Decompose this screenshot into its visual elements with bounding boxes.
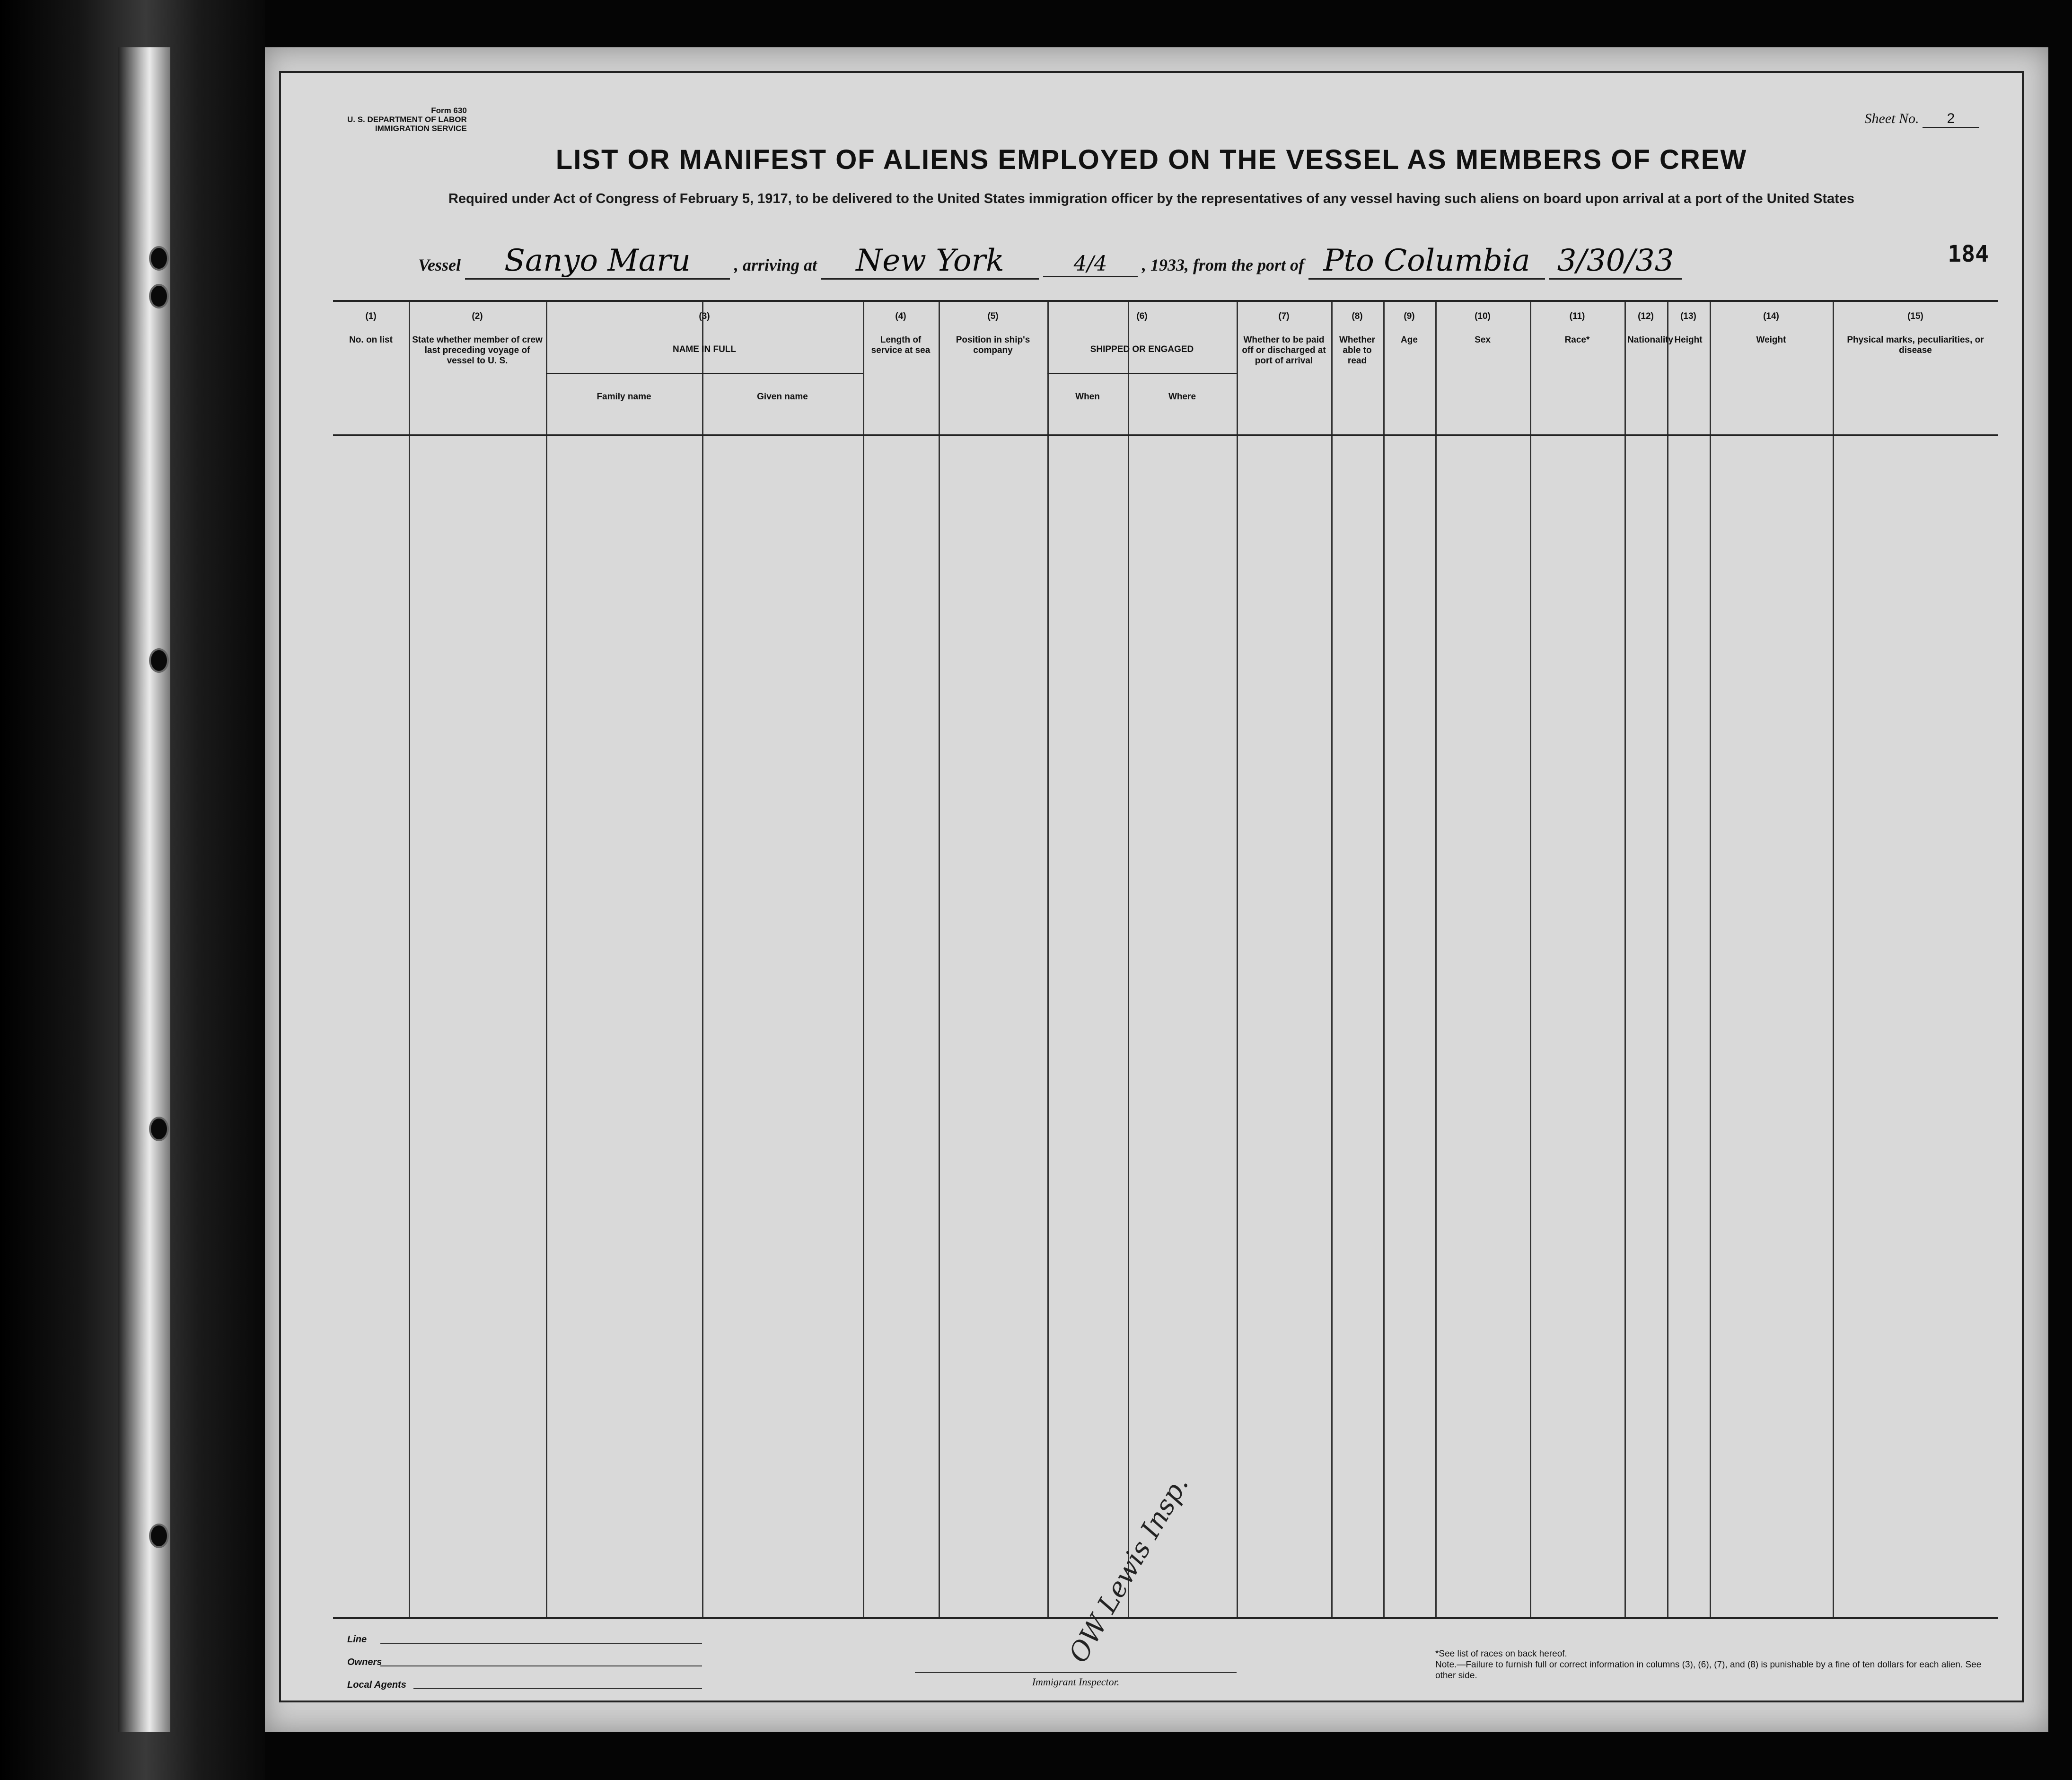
column-rule bbox=[1383, 302, 1385, 1617]
column-header: Sex bbox=[1475, 335, 1491, 345]
form-identifier bbox=[347, 106, 467, 133]
column-rule bbox=[1530, 302, 1531, 1617]
column-number: (10) bbox=[1475, 311, 1491, 321]
column-rule bbox=[863, 302, 864, 1617]
column-rule bbox=[546, 302, 547, 1617]
department-name: U. S. DEPARTMENT OF LABOR bbox=[347, 115, 467, 124]
stamp-number: 184 bbox=[1948, 241, 1989, 267]
column-rule bbox=[702, 302, 703, 1617]
column-number: (5) bbox=[987, 311, 999, 321]
manifest-frame bbox=[279, 71, 2024, 1702]
column-rule bbox=[1667, 302, 1668, 1617]
service-name: IMMIGRATION SERVICE bbox=[375, 124, 467, 133]
column-number: (11) bbox=[1569, 311, 1585, 321]
vessel-label: Vessel bbox=[418, 256, 461, 274]
crew-table bbox=[333, 300, 1998, 1619]
column-header: Nationality bbox=[1627, 335, 1674, 345]
column-rule bbox=[1710, 302, 1711, 1617]
column-header: Physical marks, peculiarities, or disease bbox=[1847, 335, 1984, 355]
arrival-port: New York bbox=[821, 243, 1039, 280]
inspector-line: Immigrant Inspector. bbox=[915, 1672, 1237, 1688]
column-number: (15) bbox=[1907, 311, 1923, 321]
column-rule bbox=[1128, 302, 1129, 1617]
agents-label: Local Agents bbox=[347, 1680, 406, 1690]
column-number: (7) bbox=[1278, 311, 1290, 321]
header-rule bbox=[333, 434, 1998, 436]
column-number: (12) bbox=[1638, 311, 1654, 321]
binder-hole bbox=[149, 1524, 169, 1548]
column-rule bbox=[1435, 302, 1437, 1617]
column-rule bbox=[1624, 302, 1626, 1617]
arrival-date: 4/4 bbox=[1043, 252, 1138, 277]
line-label: Line bbox=[347, 1634, 367, 1645]
page-subtitle: Required under Act of Congress of February 5, 1917, to be delivered to the United States immigration officer by the representatives of any vessel having such aliens on board upon arrival at a port of the United States bbox=[448, 191, 1855, 206]
binder-hole bbox=[149, 648, 169, 673]
manifest-sheet bbox=[265, 47, 2048, 1732]
vessel-line bbox=[418, 243, 1979, 280]
column-header: Race* bbox=[1564, 335, 1590, 345]
column-header: No. on list bbox=[349, 335, 393, 345]
column-number: (4) bbox=[895, 311, 906, 321]
sheet-number bbox=[1865, 111, 1979, 128]
column-rule bbox=[939, 302, 940, 1617]
column-rule bbox=[1047, 302, 1049, 1617]
column-header: Position in ship's company bbox=[956, 335, 1030, 355]
column-rule bbox=[1237, 302, 1238, 1617]
races-note: *See list of races on back hereof. bbox=[1435, 1649, 1567, 1659]
page-title: LIST OR MANIFEST OF ALIENS EMPLOYED ON THE VESSEL AS MEMBERS OF CREW bbox=[555, 144, 1747, 175]
column-header: Height bbox=[1674, 335, 1703, 345]
column-number: (3) bbox=[699, 311, 710, 321]
column-header: Whether able to read bbox=[1339, 335, 1375, 366]
footer-notes bbox=[1435, 1648, 2003, 1681]
year-label: , 1933, from the port of bbox=[1142, 256, 1305, 274]
column-subheader: Given name bbox=[757, 392, 808, 402]
column-header: State whether member of crew last preceding voyage of vessel to U. S. bbox=[412, 335, 543, 366]
form-number: Form 630 bbox=[431, 106, 467, 115]
vessel-name: Sanyo Maru bbox=[465, 243, 730, 280]
column-number: (13) bbox=[1680, 311, 1696, 321]
arriving-label: , arriving at bbox=[734, 256, 817, 274]
column-subheader: When bbox=[1075, 392, 1100, 402]
column-number: (14) bbox=[1763, 311, 1779, 321]
owners-label: Owners bbox=[347, 1657, 382, 1667]
binder-background bbox=[0, 0, 265, 1780]
departure-date: 3/30/33 bbox=[1549, 243, 1682, 280]
column-number: (2) bbox=[472, 311, 483, 321]
column-header: Whether to be paid off or discharged at port of arrival bbox=[1242, 335, 1326, 366]
column-rule bbox=[409, 302, 410, 1617]
penalty-note: Note.—Failure to furnish full or correct information in columns (3), (6), (7), and (8) is punishable by a fine of ten dollars for each alien. See other side. bbox=[1435, 1660, 1982, 1681]
sheet-number-label: Sheet No. bbox=[1864, 111, 1919, 126]
column-number: (1) bbox=[365, 311, 377, 321]
column-number: (9) bbox=[1404, 311, 1415, 321]
column-subheader: Where bbox=[1168, 392, 1196, 402]
binder-hole bbox=[149, 246, 169, 271]
binder-hole bbox=[149, 284, 169, 308]
subheader-rule bbox=[1047, 373, 1237, 374]
inspector-signature: OW Lewis Insp. bbox=[1062, 1470, 1195, 1668]
column-header: Weight bbox=[1756, 335, 1786, 345]
departure-port: Pto Columbia bbox=[1308, 243, 1545, 280]
sheet-number-value: 2 bbox=[1923, 111, 1979, 128]
subheader-rule bbox=[546, 373, 863, 374]
column-header: SHIPPED OR ENGAGED bbox=[1090, 344, 1194, 354]
column-number: (6) bbox=[1136, 311, 1148, 321]
column-number: (8) bbox=[1352, 311, 1363, 321]
binder-hole bbox=[149, 1117, 169, 1141]
column-rule bbox=[1833, 302, 1834, 1617]
column-header: NAME IN FULL bbox=[672, 344, 737, 354]
column-rule bbox=[1331, 302, 1333, 1617]
column-header: Age bbox=[1401, 335, 1418, 345]
column-header: Length of service at sea bbox=[871, 335, 931, 355]
column-subheader: Family name bbox=[597, 392, 651, 402]
footer-labels bbox=[347, 1634, 406, 1702]
